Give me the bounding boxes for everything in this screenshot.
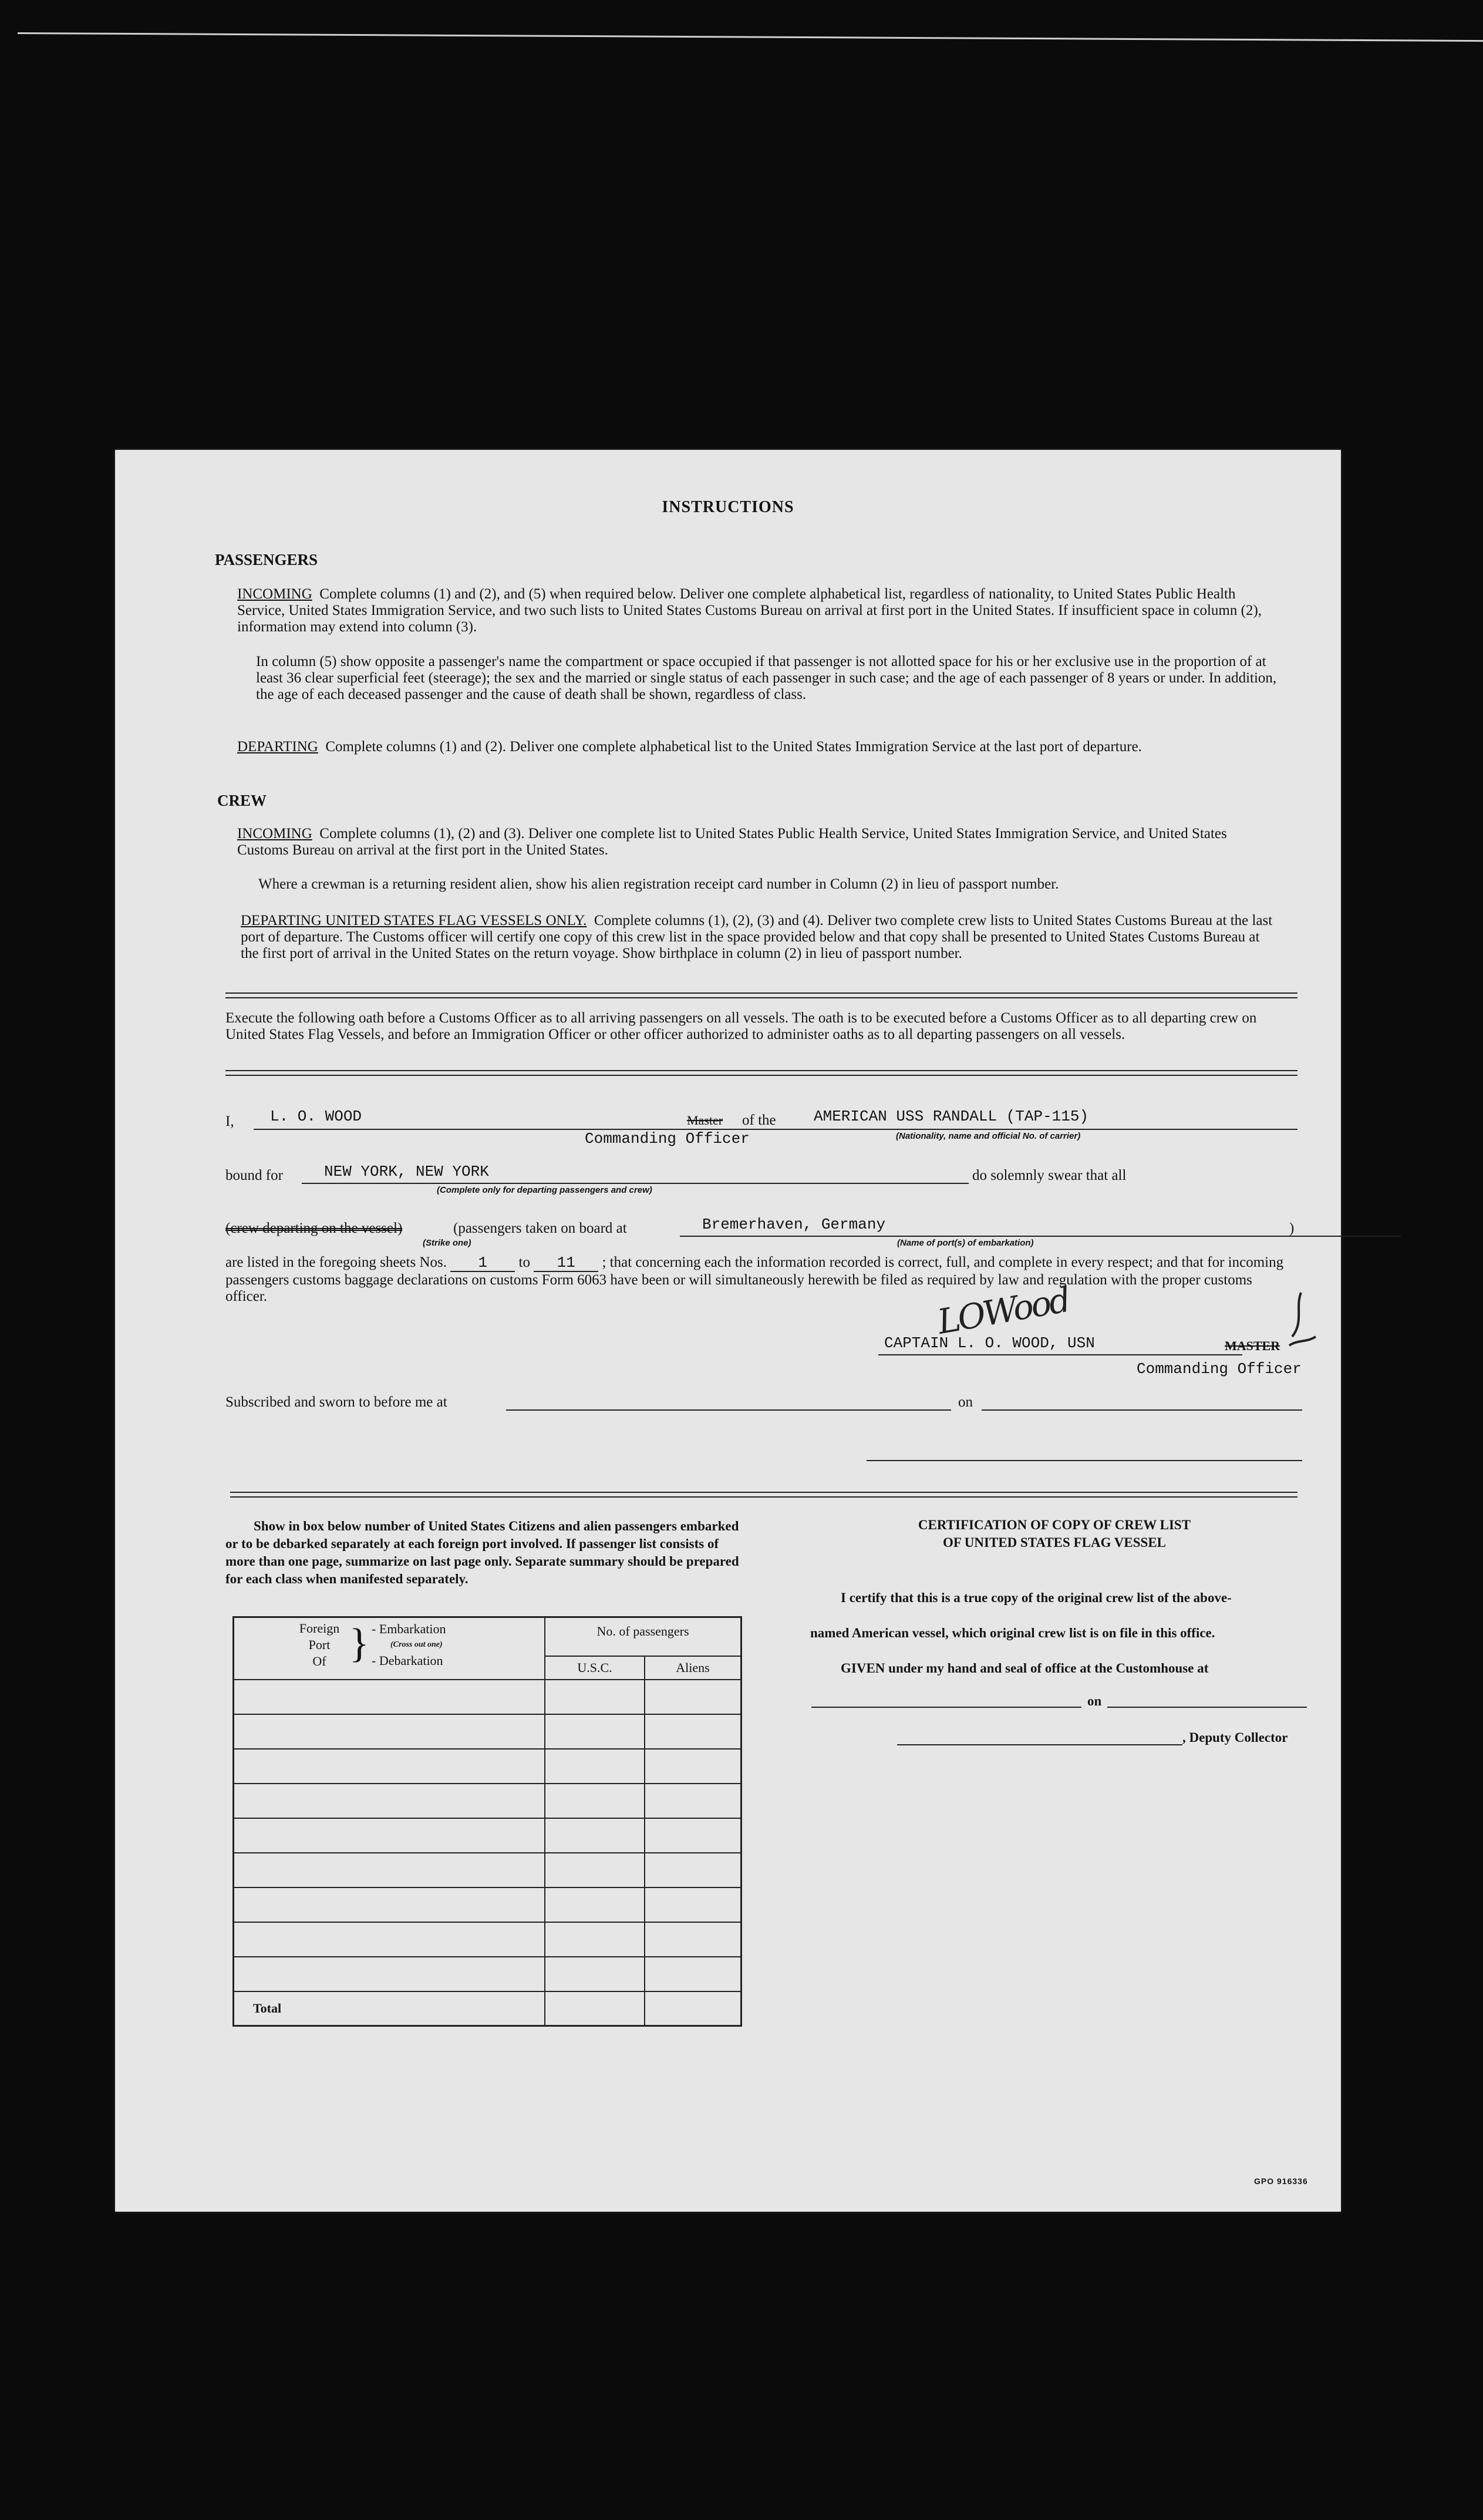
of-label: Of <box>312 1654 326 1668</box>
crew-departing-paragraph <box>241 913 1278 962</box>
certification-text-2: named American vessel, which original crew list is on file in this office. <box>810 1626 1215 1640</box>
passengers-departing-text: Complete columns (1) and (2). Deliver one complete alphabetical list to the United States Immigration Service at the last port of departure. <box>325 739 1142 755</box>
usc-cell[interactable] <box>545 1818 645 1853</box>
aliens-cell[interactable] <box>645 1818 742 1853</box>
usc-cell[interactable] <box>545 1922 645 1957</box>
swear-text: do solemnly swear that all <box>972 1168 1127 1183</box>
subscribed-on-label: on <box>958 1394 973 1410</box>
passengers-departing-paragraph <box>237 739 1276 755</box>
destination-caption: (Complete only for departing passengers and crew) <box>437 1185 652 1195</box>
table-row <box>234 1784 742 1818</box>
crew-departing-struck: (crew departing on the vessel) <box>225 1220 403 1236</box>
close-paren: ) <box>1289 1220 1295 1236</box>
port-cell[interactable] <box>234 1818 545 1853</box>
handwritten-signature: LOWood <box>934 1280 1071 1342</box>
customhouse-line <box>811 1707 1081 1708</box>
embarkation-label[interactable]: - Embarkation <box>372 1621 446 1636</box>
signature-line <box>878 1354 1242 1355</box>
bound-for-label: bound for <box>225 1168 283 1183</box>
port-cell[interactable] <box>234 1922 545 1957</box>
brace-icon: } <box>349 1621 369 1666</box>
sheet-to: 11 <box>534 1254 598 1272</box>
table-row-total <box>234 1991 742 2026</box>
strike-one-caption: (Strike one) <box>423 1238 471 1248</box>
port-cell[interactable] <box>234 1784 545 1818</box>
crew-incoming-text: Complete columns (1), (2) and (3). Deliver one complete list to United States Public Health Service, United States Immigration Service, and United States Customs Bureau on arrival at the first port in the United States. <box>237 826 1227 858</box>
certification-title-line1: CERTIFICATION OF COPY OF CREW LIST <box>918 1518 1191 1532</box>
total-aliens-cell[interactable] <box>645 1991 742 2026</box>
port-label: Port <box>308 1637 331 1652</box>
table-row <box>234 1888 742 1922</box>
port-cell[interactable] <box>234 1957 545 1991</box>
foreign-port-of-label <box>293 1620 346 1670</box>
destination-line <box>302 1183 969 1184</box>
port-cell[interactable] <box>234 1888 545 1922</box>
aliens-cell[interactable] <box>645 1784 742 1818</box>
port-cell[interactable] <box>234 1853 545 1888</box>
commanding-officer-2: Commanding Officer <box>1137 1360 1302 1378</box>
passengers-taken-label: (passengers taken on board at <box>453 1220 627 1236</box>
of-the-label: of the <box>742 1112 776 1128</box>
subscribed-place-line <box>506 1409 951 1411</box>
crew-incoming-label: INCOMING <box>237 826 312 842</box>
vessel-caption: (Nationality, name and official No. of carrier) <box>896 1131 1081 1141</box>
sheet-from: 1 <box>450 1254 515 1272</box>
master-struck-2: MASTER <box>1225 1338 1280 1353</box>
total-label: Total <box>234 1991 545 2026</box>
listed-text: are listed in the foregoing sheets Nos. <box>225 1254 447 1270</box>
table-row <box>234 1680 742 1714</box>
debarkation-label[interactable]: - Debarkation <box>372 1653 443 1668</box>
certification-date-line <box>1107 1707 1307 1708</box>
official-signature-line <box>867 1460 1302 1461</box>
certification-text-3: GIVEN under my hand and seal of office at the Customhouse at <box>841 1661 1209 1675</box>
passengers-incoming-text: Complete columns (1) and (2), and (5) when required below. Deliver one complete alphabetical list, regardless of nationality, to United States Public Health Service, United States Immigration Service, and two such lists to United States Customs Bureau on arrival at first port in the United States. If insufficient space in column (2), information may extend into column (3). <box>237 586 1262 635</box>
to-label: to <box>518 1254 530 1270</box>
crew-resident-paragraph: Where a crewman is a returning resident alien, show his alien registration receipt card number in Column (2) in lieu of passport number. <box>258 876 1059 892</box>
usc-cell[interactable] <box>545 1784 645 1818</box>
oath-instructions: Execute the following oath before a Customs Officer as to all arriving passengers on all vessels. The oath is to be executed before a Customs Officer as to all departing crew on United States Flag Vessels, and before an Immigration Officer or other officer authorized to administer oaths as to all departing passengers on all vessels. <box>225 1010 1257 1042</box>
foreign-port-header <box>234 1617 545 1680</box>
usc-header: U.S.C. <box>545 1656 645 1680</box>
port-name: Bremerhaven, Germany <box>702 1216 886 1233</box>
listed-paragraph <box>225 1254 1288 1305</box>
passengers-incoming-paragraph <box>237 586 1276 635</box>
officer-name: L. O. WOOD <box>270 1108 362 1125</box>
commanding-officer-typed: Commanding Officer <box>585 1130 750 1148</box>
usc-cell[interactable] <box>545 1853 645 1888</box>
aliens-cell[interactable] <box>645 1749 742 1784</box>
passenger-summary-table <box>232 1616 742 2027</box>
aliens-cell[interactable] <box>645 1714 742 1749</box>
double-rule-divider <box>225 992 1297 998</box>
certification-text-1: I certify that this is a true copy of the original crew list of the above- <box>841 1590 1232 1605</box>
aliens-cell[interactable] <box>645 1680 742 1714</box>
crew-heading: CREW <box>217 792 267 809</box>
foreign-label: Foreign <box>299 1621 340 1636</box>
port-cell[interactable] <box>234 1680 545 1714</box>
table-row <box>234 1922 742 1957</box>
destination: NEW YORK, NEW YORK <box>324 1163 489 1180</box>
gpo-footer: GPO 916336 <box>1254 2176 1308 2186</box>
table-row <box>234 1749 742 1784</box>
certification-on-label: on <box>1087 1694 1102 1708</box>
deputy-signature-line <box>897 1744 1182 1745</box>
port-caption: (Name of port(s) of embarkation) <box>897 1238 1034 1248</box>
passengers-column5-paragraph: In column (5) show opposite a passenger's name the compartment or space occupied if that passenger is not allotted space for his or her exclusive use in the proportion of at least 36 clear superficial feet (steerage); the sex and the married or single status of each passenger in such case; and the age of each passenger of 8 years or under. In addition, the age of each deceased passenger and the cause of death shall be shown, regardless of class. <box>256 654 1277 702</box>
usc-cell[interactable] <box>545 1714 645 1749</box>
aliens-cell[interactable] <box>645 1888 742 1922</box>
usc-cell[interactable] <box>545 1888 645 1922</box>
strike-one-text <box>225 1220 402 1237</box>
table-row <box>234 1957 742 1991</box>
double-rule-divider <box>225 1070 1297 1076</box>
crew-departing-text: Complete columns (1), (2), (3) and (4). Deliver two complete crew lists to United States Customs Bureau at the last port of departure. The Customs officer will certify one copy of this crew list in the space provided below and that copy shall be presented to United States Customs Bureau at the first port of arrival in the United States on the return voyage. Show birthplace in column (2) in lieu of passport number. <box>241 913 1273 961</box>
oath-i-prefix: I, <box>225 1113 234 1129</box>
passengers-departing-label: DEPARTING <box>237 739 318 755</box>
aliens-cell[interactable] <box>645 1957 742 1991</box>
passengers-heading: PASSENGERS <box>215 551 318 568</box>
port-cell[interactable] <box>234 1714 545 1749</box>
document-page <box>115 450 1341 2212</box>
table-row <box>234 1818 742 1853</box>
usc-cell[interactable] <box>545 1957 645 1991</box>
table-row <box>234 1853 742 1888</box>
cross-out-note: (Cross out one) <box>390 1640 443 1649</box>
vessel-name: AMERICAN USS RANDALL (TAP-115) <box>814 1108 1089 1125</box>
aliens-header: Aliens <box>645 1656 742 1680</box>
subscribed-label: Subscribed and sworn to before me at <box>225 1394 447 1410</box>
crew-incoming-paragraph <box>237 826 1276 859</box>
listed-rest: ; that concerning each the information recorded is correct, full, and complete in every respect; and that for incoming passengers customs baggage declarations on customs Form 6063 have been or will simultaneously herewith be filed as required by law and regulation with the proper customs officer. <box>225 1254 1284 1304</box>
deputy-collector-label: , Deputy Collector <box>1182 1730 1288 1745</box>
usc-cell[interactable] <box>545 1749 645 1784</box>
table-row <box>234 1714 742 1749</box>
scan-edge-line <box>18 32 1483 42</box>
vessel-line <box>789 1129 1297 1130</box>
certification-title <box>808 1516 1301 1552</box>
summary-intro: Show in box below number of United States Citizens and alien passengers embarked or to be debarked separately at each foreign port involved. If passenger list consists of more than one page, summarize on last page only. Separate summary should be prepared for each class when manifested separately. <box>225 1519 739 1586</box>
signature-typed: CAPTAIN L. O. WOOD, USN <box>884 1334 1095 1352</box>
passengers-incoming-label: INCOMING <box>237 586 312 602</box>
certification-title-line2: OF UNITED STATES FLAG VESSEL <box>942 1535 1167 1550</box>
page-title: INSTRUCTIONS <box>662 498 794 516</box>
subscribed-date-line <box>982 1409 1302 1411</box>
crew-departing-label: DEPARTING UNITED STATES FLAG VESSELS ONLY. <box>241 913 587 928</box>
double-rule-divider <box>230 1492 1297 1498</box>
total-usc-cell[interactable] <box>545 1991 645 2026</box>
aliens-cell[interactable] <box>645 1922 742 1957</box>
aliens-cell[interactable] <box>645 1853 742 1888</box>
initials-mark <box>1283 1290 1319 1357</box>
port-cell[interactable] <box>234 1749 545 1784</box>
usc-cell[interactable] <box>545 1680 645 1714</box>
no-of-passengers-header: No. of passengers <box>545 1617 742 1656</box>
master-struck: Master <box>687 1113 723 1128</box>
